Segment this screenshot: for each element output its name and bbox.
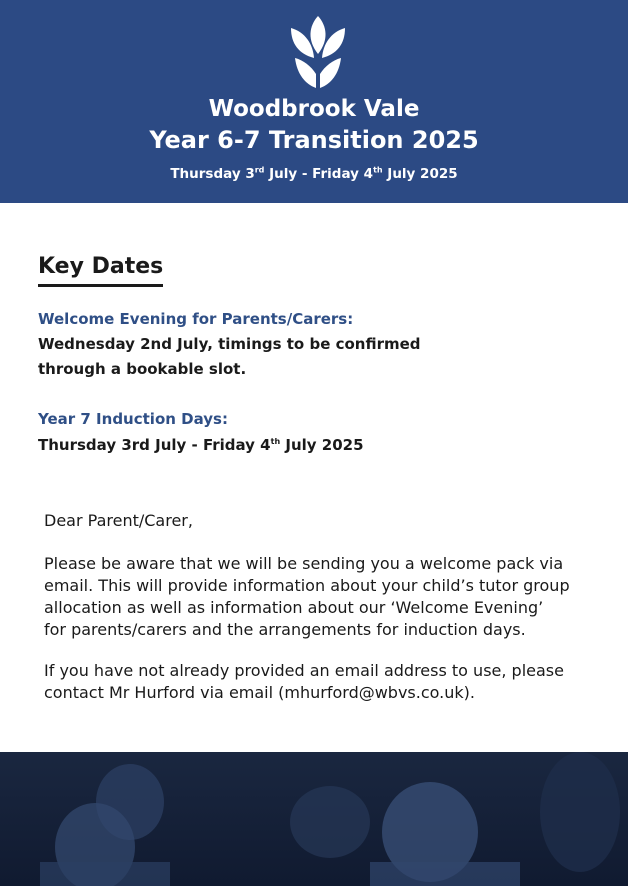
induction-days-label: Year 7 Induction Days: [38,410,228,428]
header-dates [0,164,628,184]
letter-greeting: Dear Parent/Carer, [44,511,193,530]
welcome-evening-line2: through a bookable slot. [38,360,247,378]
page-title: Year 6-7 Transition 2025 [149,126,479,154]
footer-photo-silhouettes [0,752,628,886]
induction-part1: Thursday 3rd July - Friday 4 [38,436,271,454]
induction-days-value [38,433,458,457]
header-banner [0,0,628,203]
induction-sup: th [270,437,281,446]
letter-para2-line2: contact Mr Hurford via email (mhurford@wbvs.co.uk). [44,683,475,702]
letter-para1-line1: Please be aware that we will be sending you a welcome pack via [44,554,564,573]
key-dates-heading: Key Dates [38,252,163,287]
letter-para1-line3: allocation as well as information about our ‘Welcome Evening’ [44,598,544,617]
dates-part3: July 2025 [382,166,458,182]
dates-sup2: th [373,165,383,175]
letter-para1-line2: email. This will provide information about your child’s tutor group [44,576,570,595]
dates-sup1: rd [254,165,265,175]
school-name: Woodbrook Vale [208,96,420,122]
welcome-evening-label: Welcome Evening for Parents/Carers: [38,310,354,328]
wheat-leaf-logo-icon [287,14,349,90]
dates-part2: July - Friday 4 [264,166,374,182]
letter-para1-line4: for parents/carers and the arrangements for induction days. [44,620,526,639]
induction-part2: July 2025 [280,436,364,454]
letter-para2-line1: If you have not already provided an email address to use, please [44,661,564,680]
footer-photo [0,752,628,886]
welcome-evening-line1: Wednesday 2nd July, timings to be confirmed [38,335,421,353]
dates-part1: Thursday 3 [170,166,255,182]
